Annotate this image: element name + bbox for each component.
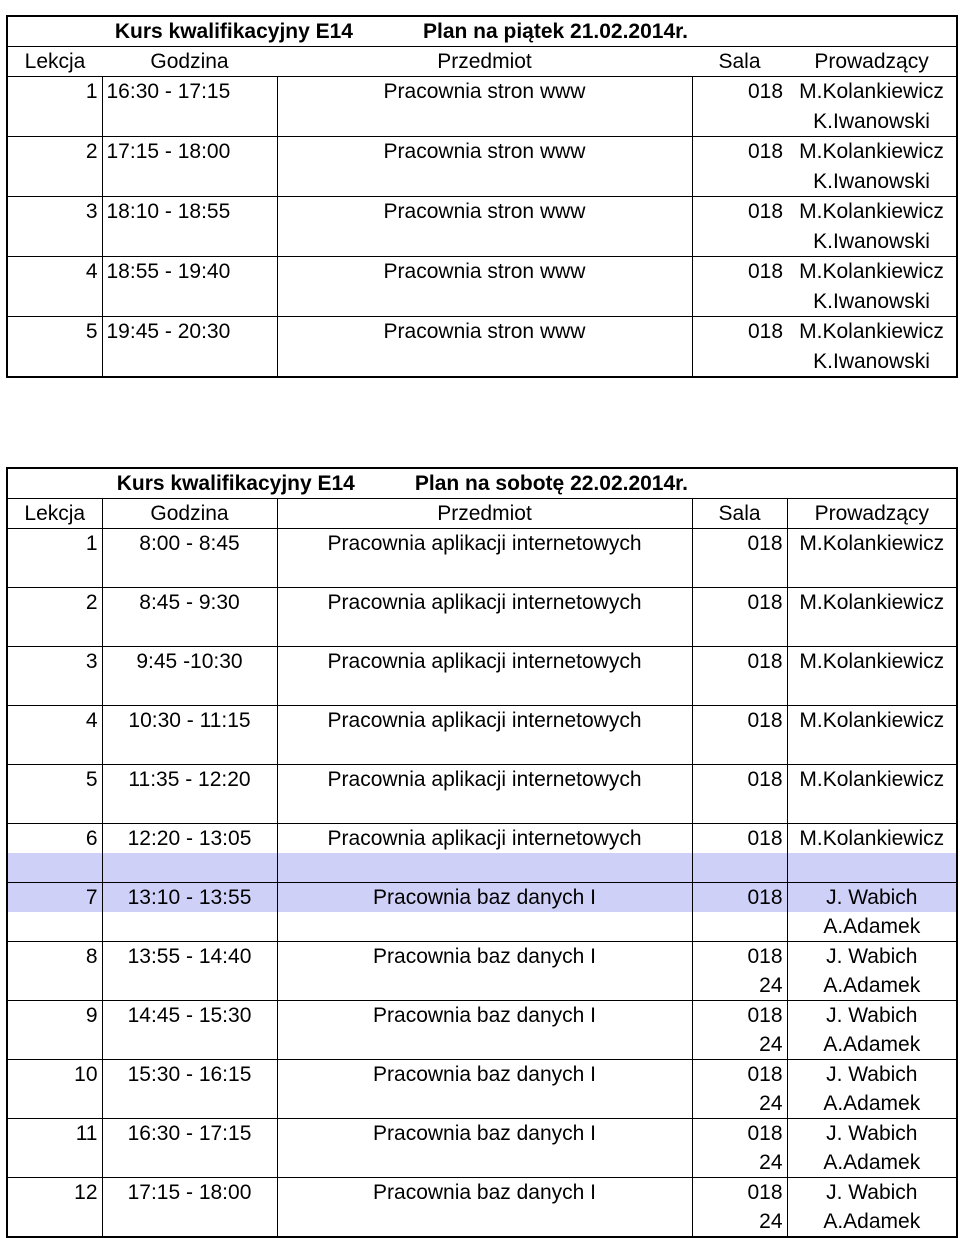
lesson-teacher: M.Kolankiewicz	[787, 257, 957, 287]
lesson-room-second: 24	[692, 1207, 787, 1237]
lesson-number-empty	[7, 794, 102, 824]
lesson-time: 19:45 - 20:30	[102, 317, 277, 347]
lesson-number: 2	[7, 137, 102, 167]
lesson-number: 8	[7, 942, 102, 972]
lesson-teacher: J. Wabich	[787, 942, 957, 972]
lesson-time-empty	[102, 1089, 277, 1119]
friday-header-prowadzacy: Prowadzący	[787, 47, 957, 77]
lesson-number: 2	[7, 588, 102, 618]
lesson-time-empty	[102, 853, 277, 883]
friday-header-godzina: Godzina	[102, 47, 277, 77]
friday-course-title: Kurs kwalifikacyjny E14	[114, 20, 353, 43]
lesson-time: 18:10 - 18:55	[102, 197, 277, 227]
friday-lesson-row	[7, 137, 957, 167]
saturday-lesson-subrow	[7, 971, 957, 1001]
lesson-subject-empty	[277, 287, 692, 317]
lesson-teacher-second	[787, 676, 957, 706]
saturday-header-lekcja: Lekcja	[7, 499, 102, 529]
lesson-subject: Pracownia baz danych I	[277, 1060, 692, 1090]
lesson-time: 12:20 - 13:05	[102, 824, 277, 854]
lesson-number-empty	[7, 735, 102, 765]
lesson-number-empty	[7, 853, 102, 883]
saturday-lesson-subrow	[7, 1148, 957, 1178]
saturday-lesson-subrow	[7, 794, 957, 824]
lesson-subject-empty	[277, 227, 692, 257]
lesson-number-empty	[7, 167, 102, 197]
lesson-time-empty	[102, 735, 277, 765]
lesson-room: 018	[692, 197, 787, 227]
saturday-lesson-row	[7, 647, 957, 677]
lesson-time: 17:15 - 18:00	[102, 1178, 277, 1208]
saturday-lesson-row	[7, 765, 957, 795]
friday-header-sala: Sala	[692, 47, 787, 77]
lesson-room-empty	[692, 227, 787, 257]
lesson-room-second	[692, 676, 787, 706]
lesson-number: 12	[7, 1178, 102, 1208]
lesson-room: 018	[692, 765, 787, 795]
lesson-subject: Pracownia stron www	[277, 317, 692, 347]
lesson-number-empty	[7, 227, 102, 257]
lesson-teacher-second	[787, 617, 957, 647]
saturday-lesson-row	[7, 883, 957, 913]
lesson-teacher-second: K.Iwanowski	[813, 289, 930, 313]
lesson-room-empty	[692, 107, 787, 137]
lesson-subject: Pracownia aplikacji internetowych	[277, 529, 692, 559]
lesson-room: 018	[692, 824, 787, 854]
lesson-room: 018	[692, 77, 787, 107]
lesson-teacher-second	[787, 735, 957, 765]
lesson-subject: Pracownia baz danych I	[277, 1001, 692, 1031]
saturday-lesson-row	[7, 706, 957, 736]
lesson-subject: Pracownia aplikacji internetowych	[277, 765, 692, 795]
lesson-time: 16:30 - 17:15	[102, 1119, 277, 1149]
lesson-room: 018	[692, 1119, 787, 1149]
saturday-schedule-table	[6, 467, 958, 1238]
lesson-room: 018	[692, 706, 787, 736]
lesson-time-empty	[102, 107, 277, 137]
lesson-room-second: 24	[692, 1030, 787, 1060]
saturday-header-godzina: Godzina	[102, 499, 277, 529]
lesson-room-second	[692, 735, 787, 765]
saturday-lesson-subrow	[7, 1207, 957, 1237]
lesson-number: 11	[7, 1119, 102, 1149]
lesson-number-empty	[7, 1089, 102, 1119]
saturday-lesson-subrow	[7, 912, 957, 942]
lesson-teacher-second: A.Adamek	[823, 1151, 921, 1174]
lesson-number-empty	[7, 1148, 102, 1178]
saturday-header-przedmiot: Przedmiot	[277, 499, 692, 529]
lesson-number-empty	[7, 912, 102, 942]
lesson-subject-empty	[277, 1207, 692, 1237]
lesson-number: 9	[7, 1001, 102, 1031]
lesson-number-empty	[7, 107, 102, 137]
lesson-teacher: M.Kolankiewicz	[787, 197, 957, 227]
lesson-teacher: M.Kolankiewicz	[787, 137, 957, 167]
lesson-teacher-second: A.Adamek	[823, 1092, 921, 1115]
lesson-subject-empty	[277, 1030, 692, 1060]
lesson-time-empty	[102, 1207, 277, 1237]
lesson-time: 8:45 - 9:30	[102, 588, 277, 618]
lesson-teacher: J. Wabich	[787, 1119, 957, 1149]
lesson-teacher-second: K.Iwanowski	[813, 229, 930, 253]
saturday-lesson-row	[7, 1178, 957, 1208]
lesson-room: 018	[692, 1001, 787, 1031]
lesson-teacher: J. Wabich	[787, 1001, 957, 1031]
friday-header-lekcja: Lekcja	[7, 47, 102, 77]
lesson-subject-empty	[277, 794, 692, 824]
lesson-time: 15:30 - 16:15	[102, 1060, 277, 1090]
saturday-header-sala: Sala	[692, 499, 787, 529]
friday-schedule-table	[6, 15, 958, 378]
lesson-number: 1	[7, 77, 102, 107]
lesson-subject-empty	[277, 971, 692, 1001]
lesson-room-empty	[692, 287, 787, 317]
lesson-number-empty	[7, 1030, 102, 1060]
lesson-number-empty	[7, 287, 102, 317]
lesson-number: 3	[7, 197, 102, 227]
friday-lesson-subrow	[7, 107, 957, 137]
lesson-teacher: J. Wabich	[787, 883, 957, 913]
lesson-subject-empty	[277, 853, 692, 883]
lesson-time: 9:45 -10:30	[102, 647, 277, 677]
lesson-room: 018	[692, 317, 787, 347]
saturday-lesson-row	[7, 824, 957, 854]
saturday-lesson-row	[7, 1060, 957, 1090]
lesson-time-empty	[102, 912, 277, 942]
lesson-time: 13:10 - 13:55	[102, 883, 277, 913]
saturday-lesson-row	[7, 942, 957, 972]
lesson-number: 4	[7, 706, 102, 736]
lesson-room-empty	[692, 167, 787, 197]
lesson-teacher-second: K.Iwanowski	[813, 349, 930, 373]
saturday-lesson-row	[7, 529, 957, 559]
lesson-teacher-second: A.Adamek	[823, 915, 921, 938]
friday-header-row	[7, 47, 957, 77]
lesson-subject: Pracownia stron www	[277, 137, 692, 167]
lesson-number: 1	[7, 529, 102, 559]
lesson-teacher: M.Kolankiewicz	[787, 765, 957, 795]
friday-lesson-subrow	[7, 167, 957, 197]
lesson-teacher-second	[787, 794, 957, 824]
saturday-course-title: Kurs kwalifikacyjny E14	[116, 472, 355, 495]
saturday-lesson-subrow	[7, 1089, 957, 1119]
lesson-number-empty	[7, 676, 102, 706]
friday-lesson-row	[7, 257, 957, 287]
lesson-room: 018	[692, 137, 787, 167]
friday-header-przedmiot: Przedmiot	[277, 47, 692, 77]
lesson-time-empty	[102, 227, 277, 257]
lesson-room: 018	[692, 942, 787, 972]
lesson-teacher: M.Kolankiewicz	[787, 824, 957, 854]
saturday-header-prowadzacy: Prowadzący	[787, 499, 957, 529]
lesson-time-empty	[102, 617, 277, 647]
lesson-teacher-second: A.Adamek	[823, 1210, 921, 1233]
saturday-title-row	[7, 468, 957, 499]
lesson-subject: Pracownia aplikacji internetowych	[277, 706, 692, 736]
saturday-lesson-subrow	[7, 735, 957, 765]
lesson-room-second	[692, 558, 787, 588]
lesson-time: 10:30 - 11:15	[102, 706, 277, 736]
lesson-teacher-second: A.Adamek	[823, 1033, 921, 1056]
friday-lesson-row	[7, 77, 957, 107]
lesson-room: 018	[692, 647, 787, 677]
friday-title-row	[7, 16, 957, 47]
lesson-teacher-second	[787, 558, 957, 588]
lesson-room-second	[692, 912, 787, 942]
saturday-lesson-subrow	[7, 853, 957, 883]
lesson-room-second	[692, 617, 787, 647]
lesson-subject: Pracownia baz danych I	[277, 883, 692, 913]
lesson-teacher: M.Kolankiewicz	[787, 647, 957, 677]
lesson-teacher: M.Kolankiewicz	[787, 77, 957, 107]
saturday-lesson-subrow	[7, 558, 957, 588]
lesson-subject-empty	[277, 107, 692, 137]
lesson-teacher: J. Wabich	[787, 1060, 957, 1090]
lesson-time-empty	[102, 1148, 277, 1178]
lesson-room: 018	[692, 1060, 787, 1090]
saturday-lesson-row	[7, 1119, 957, 1149]
lesson-subject-empty	[277, 912, 692, 942]
lesson-number: 10	[7, 1060, 102, 1090]
lesson-time: 16:30 - 17:15	[102, 77, 277, 107]
lesson-subject-empty	[277, 558, 692, 588]
lesson-teacher: M.Kolankiewicz	[787, 588, 957, 618]
lesson-teacher-second: K.Iwanowski	[813, 169, 930, 193]
saturday-header-row	[7, 499, 957, 529]
friday-lesson-row	[7, 317, 957, 347]
lesson-teacher: M.Kolankiewicz	[787, 706, 957, 736]
lesson-time-empty	[102, 167, 277, 197]
lesson-time-empty	[102, 794, 277, 824]
lesson-subject: Pracownia aplikacji internetowych	[277, 647, 692, 677]
lesson-time-empty	[102, 287, 277, 317]
lesson-subject: Pracownia baz danych I	[277, 942, 692, 972]
lesson-subject: Pracownia stron www	[277, 257, 692, 287]
saturday-lesson-row	[7, 588, 957, 618]
lesson-time-empty	[102, 676, 277, 706]
lesson-number-empty	[7, 617, 102, 647]
friday-lesson-subrow	[7, 227, 957, 257]
lesson-room-empty	[692, 347, 787, 378]
lesson-subject-empty	[277, 347, 692, 378]
lesson-room-second	[692, 853, 787, 883]
saturday-lesson-row	[7, 1001, 957, 1031]
lesson-time: 8:00 - 8:45	[102, 529, 277, 559]
lesson-subject: Pracownia stron www	[277, 77, 692, 107]
lesson-subject-empty	[277, 167, 692, 197]
lesson-number-empty	[7, 971, 102, 1001]
lesson-room-second: 24	[692, 1089, 787, 1119]
lesson-subject: Pracownia aplikacji internetowych	[277, 588, 692, 618]
lesson-room: 018	[692, 883, 787, 913]
saturday-plan-title: Plan na sobotę 22.02.2014r.	[414, 472, 689, 495]
lesson-time: 14:45 - 15:30	[102, 1001, 277, 1031]
lesson-subject: Pracownia aplikacji internetowych	[277, 824, 692, 854]
lesson-number-empty	[7, 347, 102, 378]
lesson-time-empty	[102, 1030, 277, 1060]
lesson-teacher: M.Kolankiewicz	[787, 529, 957, 559]
lesson-subject-empty	[277, 617, 692, 647]
lesson-subject-empty	[277, 1089, 692, 1119]
lesson-room: 018	[692, 529, 787, 559]
lesson-teacher: M.Kolankiewicz	[787, 317, 957, 347]
lesson-time: 18:55 - 19:40	[102, 257, 277, 287]
lesson-teacher-second: K.Iwanowski	[813, 109, 930, 133]
lesson-time-empty	[102, 971, 277, 1001]
lesson-room-second: 24	[692, 971, 787, 1001]
friday-lesson-row	[7, 197, 957, 227]
lesson-time: 17:15 - 18:00	[102, 137, 277, 167]
lesson-number: 6	[7, 824, 102, 854]
saturday-lesson-subrow	[7, 617, 957, 647]
lesson-number: 5	[7, 765, 102, 795]
lesson-subject-empty	[277, 676, 692, 706]
friday-lesson-subrow	[7, 347, 957, 378]
lesson-time-empty	[102, 347, 277, 378]
lesson-room: 018	[692, 588, 787, 618]
lesson-number: 7	[7, 883, 102, 913]
lesson-room: 018	[692, 1178, 787, 1208]
saturday-lesson-subrow	[7, 676, 957, 706]
lesson-teacher: J. Wabich	[787, 1178, 957, 1208]
lesson-room: 018	[692, 257, 787, 287]
lesson-number: 5	[7, 317, 102, 347]
lesson-number-empty	[7, 558, 102, 588]
lesson-subject: Pracownia stron www	[277, 197, 692, 227]
lesson-time: 13:55 - 14:40	[102, 942, 277, 972]
lesson-subject-empty	[277, 1148, 692, 1178]
friday-lesson-subrow	[7, 287, 957, 317]
lesson-number: 4	[7, 257, 102, 287]
lesson-subject: Pracownia baz danych I	[277, 1178, 692, 1208]
lesson-teacher-second: A.Adamek	[823, 974, 921, 997]
lesson-number: 3	[7, 647, 102, 677]
lesson-room-second	[692, 794, 787, 824]
lesson-time: 11:35 - 12:20	[102, 765, 277, 795]
friday-plan-title: Plan na piątek 21.02.2014r.	[423, 20, 689, 43]
saturday-lesson-subrow	[7, 1030, 957, 1060]
lesson-subject: Pracownia baz danych I	[277, 1119, 692, 1149]
lesson-subject-empty	[277, 735, 692, 765]
lesson-room-second: 24	[692, 1148, 787, 1178]
lesson-time-empty	[102, 558, 277, 588]
lesson-number-empty	[7, 1207, 102, 1237]
lesson-teacher-second	[787, 853, 957, 883]
